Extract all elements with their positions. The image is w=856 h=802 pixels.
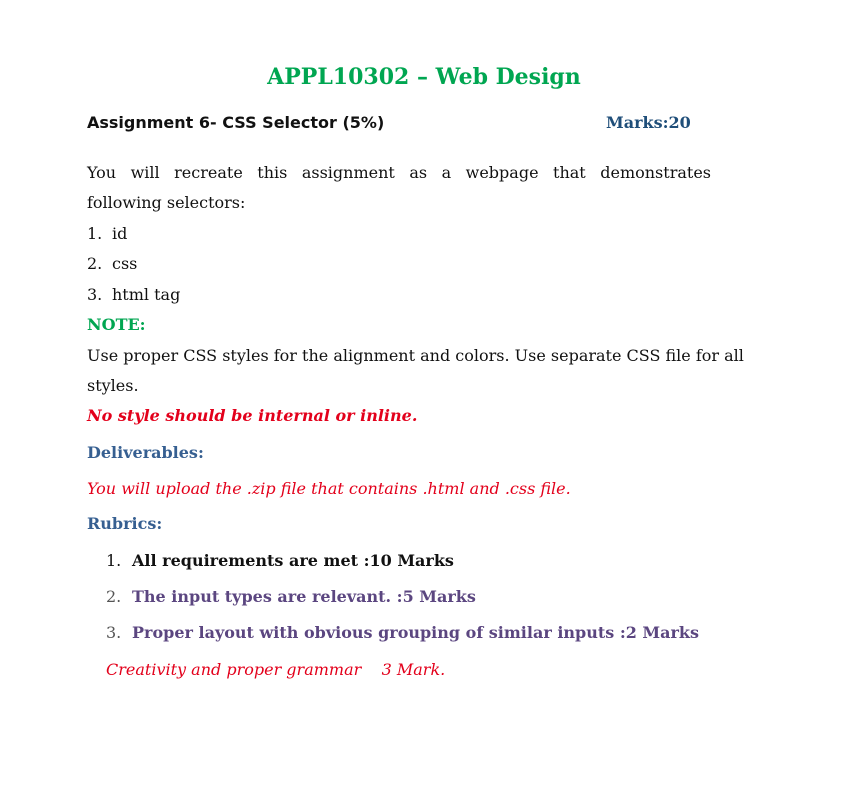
- rubric-number: 2.: [106, 587, 122, 606]
- deliverables-text: You will upload the .zip file that contains .html and .css file.: [87, 479, 571, 498]
- deliverables-heading: Deliverables:: [87, 443, 204, 462]
- assignment-header: [87, 113, 697, 135]
- rubrics-heading: Rubrics:: [87, 514, 163, 533]
- style-warning: No style should be internal or inline.: [87, 406, 418, 425]
- rubric-text: All requirements are met :10 Marks: [132, 551, 454, 570]
- note-label: NOTE:: [87, 315, 146, 334]
- total-marks: Marks:20: [606, 113, 691, 132]
- assignment-title: Assignment 6- CSS Selector (5%): [87, 113, 385, 132]
- selector-item-id: [87, 224, 127, 243]
- list-label: html tag: [112, 285, 181, 304]
- list-number: 2.: [87, 254, 103, 273]
- selector-item-css: [87, 254, 137, 273]
- intro-line-1: You will recreate this assignment as a webpage that demonstrates: [87, 163, 711, 182]
- list-number: 3.: [87, 285, 103, 304]
- rubric-item-1: [106, 551, 454, 570]
- intro-line-2: following selectors:: [87, 193, 246, 212]
- list-label: id: [112, 224, 128, 243]
- intro-paragraph: [87, 158, 711, 218]
- rubric-text: Proper layout with obvious grouping of similar inputs :2 Marks: [132, 623, 700, 642]
- rubric-item-3: [106, 623, 699, 642]
- note-text: Use proper CSS styles for the alignment and colors. Use separate CSS file for all styles.: [87, 346, 744, 395]
- creativity-rubric: Creativity and proper grammar 3 Mark.: [106, 660, 446, 679]
- rubric-number: 3.: [106, 623, 122, 642]
- selector-item-html-tag: [87, 285, 180, 304]
- rubric-item-2: [106, 587, 476, 606]
- list-label: css: [112, 254, 138, 273]
- rubric-text: The input types are relevant. :5 Marks: [132, 587, 476, 606]
- list-number: 1.: [87, 224, 103, 243]
- document-title: APPL10302 – Web Design: [267, 64, 581, 90]
- rubric-number: 1.: [106, 551, 122, 570]
